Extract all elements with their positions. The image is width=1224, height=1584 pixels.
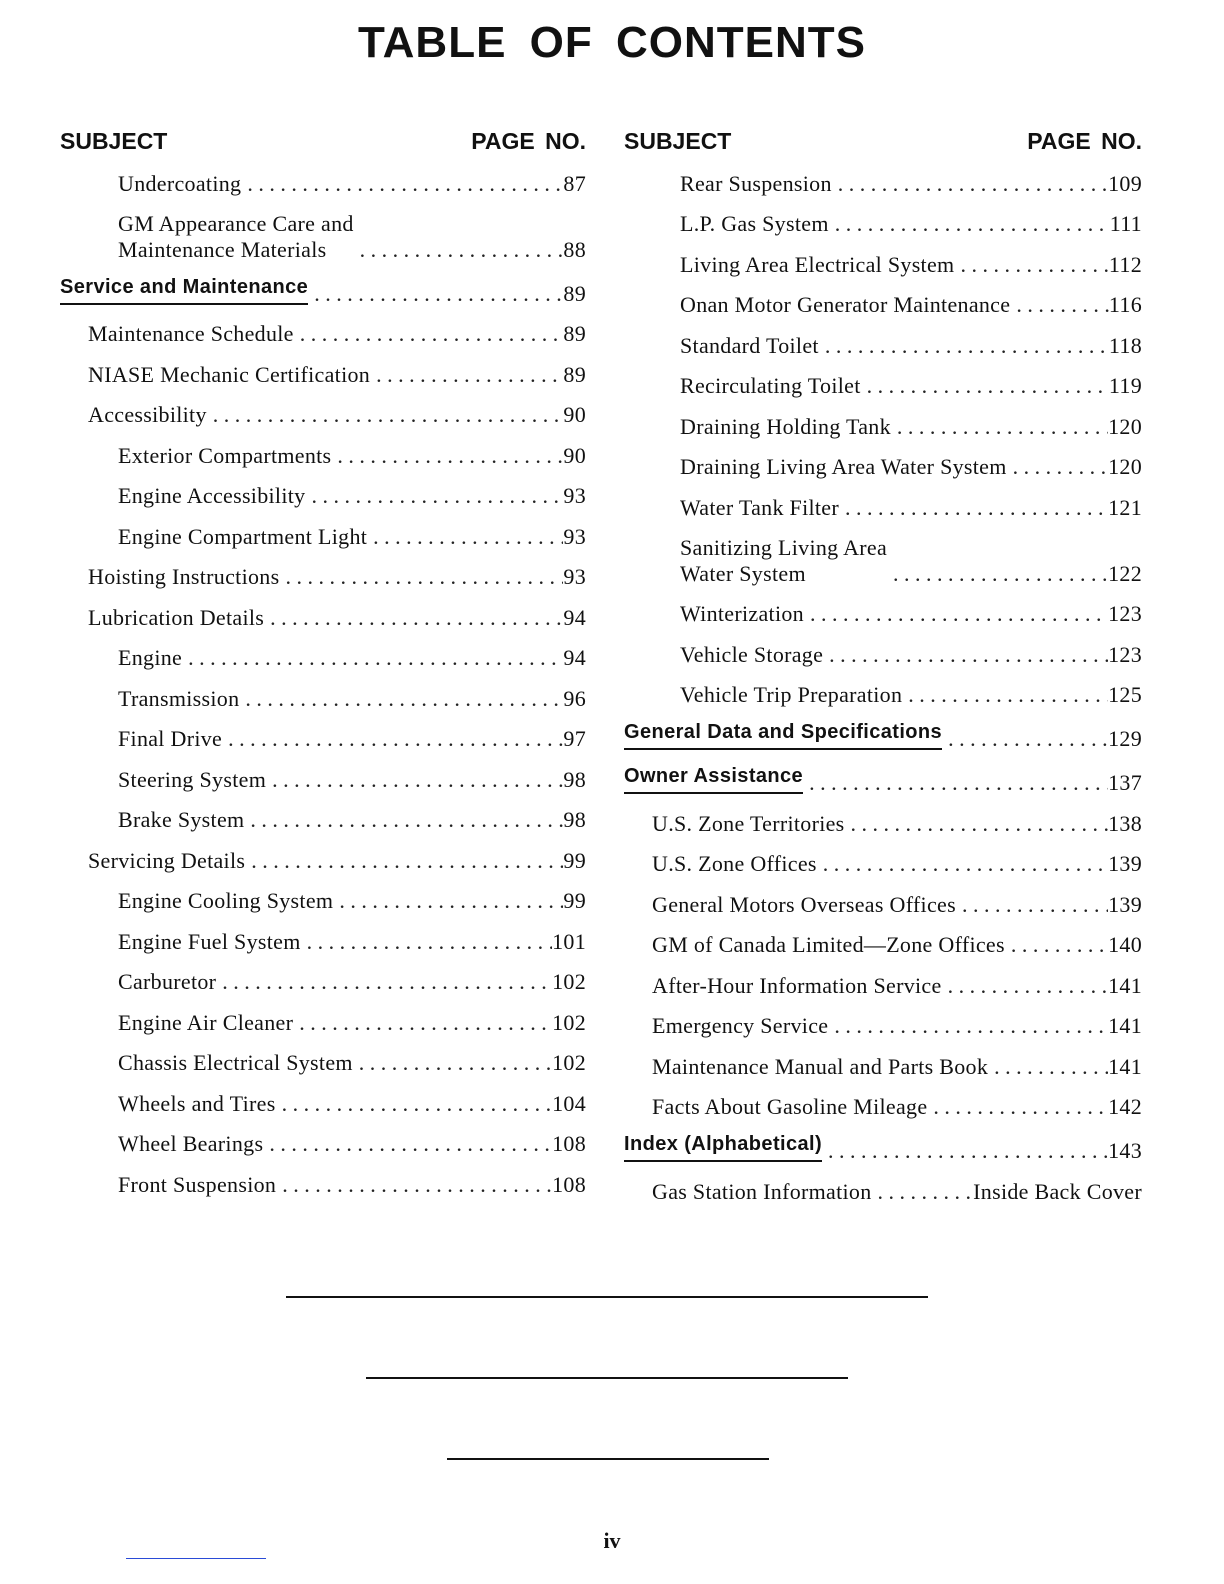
toc-entry[interactable]: [624, 239, 1142, 280]
toc-entry[interactable]: [60, 673, 586, 714]
toc-entry-label: General Motors Overseas Offices: [652, 891, 956, 917]
toc-column-right: [624, 124, 1142, 1207]
toc-entry[interactable]: [624, 199, 1142, 240]
toc-entry[interactable]: [624, 1041, 1142, 1082]
dot-leader: [803, 770, 1108, 798]
toc-entry[interactable]: [624, 482, 1142, 523]
toc-entry-label: Servicing Details: [88, 847, 246, 873]
dot-leader: [331, 443, 563, 471]
column-header: [624, 124, 1142, 158]
toc-list-right: [624, 158, 1142, 1207]
toc-entry[interactable]: [60, 1119, 586, 1160]
dot-leader: [927, 1094, 1108, 1122]
toc-entry-page: 93: [563, 564, 586, 589]
toc-entry-label: Draining Holding Tank: [680, 413, 891, 439]
toc-entry-label: Vehicle Storage: [680, 641, 824, 667]
dot-leader: [182, 645, 563, 673]
toc-entry-label: Engine: [118, 645, 183, 670]
toc-entry[interactable]: [60, 795, 586, 836]
toc-section-entry[interactable]: [60, 265, 586, 309]
toc-entry-label: U.S. Zone Territories: [652, 810, 845, 836]
subject-heading: SUBJECT: [624, 128, 732, 154]
dot-leader: [245, 848, 563, 876]
toc-entry-page: Inside Back Cover: [973, 1178, 1142, 1204]
toc-entry[interactable]: [624, 960, 1142, 1001]
dot-leader: [354, 237, 564, 265]
toc-entry-label: Undercoating: [118, 170, 242, 196]
toc-entry[interactable]: [60, 1078, 586, 1119]
toc-entry[interactable]: [624, 920, 1142, 961]
toc-entry-page: 120: [1108, 413, 1142, 439]
toc-entry[interactable]: [624, 523, 1142, 589]
page-title: TABLE OF CONTENTS: [358, 18, 866, 67]
toc-entry-page: 141: [1108, 972, 1142, 998]
toc-entry-page: 141: [1108, 1013, 1142, 1038]
toc-entry-page: 94: [563, 645, 586, 670]
dot-leader: [241, 171, 563, 199]
toc-entry-label: Facts About Gasoline Mileage: [652, 1094, 928, 1119]
dot-leader: [276, 1172, 552, 1200]
toc-entry-label: Maintenance Schedule: [88, 321, 294, 346]
toc-entry[interactable]: [624, 158, 1142, 199]
toc-entry-page: 90: [563, 442, 586, 468]
toc-entry[interactable]: [60, 349, 586, 390]
toc-entry-label: Living Area Electrical System: [680, 251, 955, 277]
dot-leader: [956, 892, 1108, 920]
toc-entry-label: Rear Suspension: [680, 170, 832, 196]
toc-entry-page: 139: [1108, 851, 1142, 876]
toc-entry[interactable]: [624, 839, 1142, 880]
toc-entry[interactable]: [624, 629, 1142, 670]
toc-entry[interactable]: [60, 390, 586, 431]
toc-entry-page: 89: [563, 361, 586, 387]
toc-entry-label: Draining Living Area Water System: [680, 454, 1007, 479]
dot-leader: [367, 524, 563, 552]
toc-entry[interactable]: [60, 158, 586, 199]
toc-entry-label: Engine Accessibility: [118, 483, 306, 508]
dot-leader: [887, 561, 1108, 589]
toc-entry[interactable]: [624, 361, 1142, 402]
dot-leader: [872, 1179, 974, 1207]
dot-leader: [239, 686, 563, 714]
toc-entry-label: Accessibility: [88, 402, 207, 427]
toc-entry-label: Standard Toilet: [680, 332, 819, 358]
toc-entry[interactable]: [624, 401, 1142, 442]
toc-entry-label: Steering System: [118, 766, 267, 792]
dot-leader: [839, 495, 1108, 523]
toc-entry-page: 97: [563, 726, 586, 751]
toc-entry-page: 116: [1108, 292, 1142, 317]
toc-entry-page: 122: [1108, 560, 1142, 586]
toc-entry[interactable]: [624, 1166, 1142, 1207]
toc-entry-page: 102: [552, 1050, 586, 1075]
toc-entry-label: Chassis Electrical System: [118, 1050, 353, 1075]
toc-entry-page: 99: [563, 888, 586, 913]
toc-entry-page: 93: [563, 483, 586, 508]
toc-entry[interactable]: [60, 511, 586, 552]
toc-entry[interactable]: [60, 1159, 586, 1200]
toc-section-entry[interactable]: [624, 710, 1142, 754]
dot-leader: [308, 281, 563, 309]
toc-entry[interactable]: [624, 798, 1142, 839]
toc-entry-page: 98: [563, 766, 586, 792]
dot-leader: [207, 402, 564, 430]
toc-entry[interactable]: [60, 552, 586, 593]
toc-entry[interactable]: [624, 1001, 1142, 1042]
toc-entry[interactable]: [624, 280, 1142, 321]
subject-heading: SUBJECT: [60, 128, 168, 154]
divider-rule: [447, 1458, 769, 1460]
toc-entry-label: Hoisting Instructions: [88, 564, 280, 589]
toc-entry-page: 139: [1108, 891, 1142, 917]
dot-leader: [891, 414, 1108, 442]
toc-entry-page: 102: [552, 1009, 586, 1035]
toc-entry-label: Exterior Compartments: [118, 442, 332, 468]
dot-leader: [823, 642, 1108, 670]
toc-entry[interactable]: [624, 1082, 1142, 1123]
toc-entry-page: 94: [563, 604, 586, 630]
dot-leader: [954, 252, 1108, 280]
dot-leader: [276, 1091, 553, 1119]
toc-entry-page: 90: [563, 402, 586, 427]
dot-leader: [370, 362, 563, 390]
toc-entry-label: Service and Maintenance: [60, 274, 308, 305]
toc-entry-page: 104: [552, 1090, 586, 1116]
toc-section-entry[interactable]: [624, 754, 1142, 798]
toc-section-entry[interactable]: [624, 1122, 1142, 1166]
toc-entry-page: 141: [1108, 1053, 1142, 1079]
toc-entry-page: 108: [552, 1171, 586, 1197]
toc-entry-page: 99: [563, 847, 586, 873]
toc-entry[interactable]: [60, 309, 586, 350]
dot-leader: [244, 807, 563, 835]
toc-entry-page: 123: [1108, 641, 1142, 667]
dot-leader: [301, 929, 552, 957]
toc-entry[interactable]: [60, 876, 586, 917]
dot-leader: [988, 1054, 1108, 1082]
toc-entry-page: 129: [1108, 726, 1142, 751]
dot-leader: [1010, 292, 1109, 320]
toc-entry-label: Vehicle Trip Preparation: [680, 682, 903, 707]
toc-entry-page: 108: [552, 1131, 586, 1156]
toc-entry[interactable]: [624, 442, 1142, 483]
toc-entry-label: L.P. Gas System: [680, 211, 829, 236]
toc-entry[interactable]: [60, 997, 586, 1038]
toc-column-left: [60, 124, 586, 1200]
toc-entry-label: Engine Fuel System: [118, 928, 301, 954]
toc-entry-page: 143: [1108, 1138, 1142, 1163]
toc-entry[interactable]: [60, 430, 586, 471]
dot-leader: [293, 1010, 552, 1038]
toc-entry-page: 142: [1108, 1094, 1142, 1119]
toc-entry-label: Final Drive: [118, 726, 223, 751]
toc-entry[interactable]: [60, 633, 586, 674]
toc-entry-label: Front Suspension: [118, 1171, 277, 1197]
page-no-heading: PAGE NO.: [1027, 128, 1142, 154]
toc-entry-page: 93: [563, 523, 586, 549]
dot-leader: [828, 1013, 1108, 1041]
toc-entry-label: Onan Motor Generator Maintenance: [680, 292, 1011, 317]
toc-entry-page: 120: [1108, 454, 1142, 479]
toc-entry-page: 89: [563, 280, 586, 306]
toc-entry-page: 112: [1108, 251, 1142, 277]
toc-entry-page: 102: [552, 969, 586, 994]
toc-entry-label: Emergency Service: [652, 1013, 829, 1038]
toc-entry-page: 89: [563, 321, 586, 346]
dot-leader: [222, 726, 563, 754]
toc-entry-page: 137: [1108, 770, 1142, 795]
page-number: iv: [603, 1528, 621, 1553]
toc-entry-label: Wheels and Tires: [118, 1090, 276, 1116]
scan-artifact-line: [126, 1558, 266, 1559]
toc-entry-label: Engine Air Cleaner: [118, 1009, 294, 1035]
dot-leader: [263, 1131, 552, 1159]
divider-rule: [366, 1377, 848, 1379]
divider-rule: [286, 1296, 928, 1298]
dot-leader: [822, 1138, 1108, 1166]
toc-entry-label: GM of Canada Limited—Zone Offices: [652, 932, 1005, 957]
toc-entry-label: U.S. Zone Offices: [652, 851, 817, 876]
toc-entry-label: General Data and Specifications: [624, 719, 942, 750]
toc-entry-page: 109: [1108, 170, 1142, 196]
toc-entry-label: Engine Cooling System: [118, 888, 334, 913]
toc-entry-label: After-Hour Information Service: [652, 972, 942, 998]
toc-entry-label: Water Tank Filter: [680, 494, 840, 520]
toc-entry[interactable]: [60, 471, 586, 512]
toc-entry-label: Engine Compartment Light: [118, 523, 368, 549]
toc-entry-page: 96: [563, 685, 586, 711]
dot-leader: [942, 973, 1109, 1001]
toc-entry[interactable]: [60, 957, 586, 998]
dot-leader: [264, 605, 563, 633]
toc-entry[interactable]: [60, 1038, 586, 1079]
dot-leader: [305, 483, 563, 511]
toc-entry-page: 111: [1109, 211, 1142, 236]
toc-entry[interactable]: [624, 589, 1142, 630]
toc-entry-page: 138: [1108, 810, 1142, 836]
toc-entry[interactable]: [60, 199, 586, 265]
dot-leader: [333, 888, 563, 916]
toc-entry[interactable]: [624, 879, 1142, 920]
toc-entry[interactable]: [60, 754, 586, 795]
dot-leader: [829, 211, 1110, 239]
toc-entry-page: 123: [1108, 601, 1142, 626]
toc-entry-label: Maintenance Manual and Parts Book: [652, 1053, 989, 1079]
toc-entry[interactable]: [60, 916, 586, 957]
toc-list-left: [60, 158, 586, 1200]
toc-entry-label: Owner Assistance: [624, 763, 803, 794]
page-no-heading: PAGE NO.: [471, 128, 586, 154]
toc-entry-page: 118: [1108, 332, 1142, 358]
dot-leader: [942, 726, 1108, 754]
toc-entry-label: Winterization: [680, 601, 804, 626]
dot-leader: [804, 601, 1108, 629]
dot-leader: [266, 767, 563, 795]
dot-leader: [1007, 454, 1108, 482]
dot-leader: [845, 811, 1109, 839]
toc-entry[interactable]: [60, 592, 586, 633]
toc-entry-page: 140: [1108, 932, 1142, 957]
toc-entry-page: 119: [1108, 373, 1142, 398]
toc-entry-label: NIASE Mechanic Certification: [88, 361, 371, 387]
toc-entry-label: Wheel Bearings: [118, 1131, 264, 1156]
toc-entry-label: Recirculating Toilet: [680, 373, 861, 398]
dot-leader: [817, 851, 1108, 879]
toc-entry-page: 88: [563, 236, 586, 262]
toc-entry-label: Carburetor: [118, 969, 217, 994]
dot-leader: [216, 969, 552, 997]
toc-entry-page: 98: [563, 807, 586, 832]
toc-entry[interactable]: [60, 835, 586, 876]
dot-leader: [1005, 932, 1108, 960]
toc-entry-label: Gas Station Information: [652, 1178, 872, 1204]
toc-entry-label: Lubrication Details: [88, 604, 265, 630]
dot-leader: [832, 171, 1108, 199]
toc-entry[interactable]: [624, 320, 1142, 361]
dot-leader: [819, 333, 1109, 361]
toc-entry-page: 121: [1108, 494, 1142, 520]
dot-leader: [902, 682, 1108, 710]
toc-entry-label: Transmission: [118, 685, 240, 711]
dot-leader: [861, 373, 1109, 401]
column-header: [60, 124, 586, 158]
toc-entry-label: Brake System: [118, 807, 245, 832]
toc-entry-page: 87: [563, 170, 586, 196]
toc-entry-label: Sanitizing Living Area Water System: [680, 534, 888, 586]
toc-entry-label: Index (Alphabetical): [624, 1131, 822, 1162]
dot-leader: [279, 564, 563, 592]
dot-leader: [353, 1050, 552, 1078]
toc-entry-page: 101: [552, 928, 586, 954]
toc-entry[interactable]: [624, 670, 1142, 711]
toc-entry-page: 125: [1108, 682, 1142, 707]
toc-entry-label: GM Appearance Care and Maintenance Materials: [118, 210, 354, 262]
dot-leader: [294, 321, 564, 349]
toc-entry[interactable]: [60, 714, 586, 755]
